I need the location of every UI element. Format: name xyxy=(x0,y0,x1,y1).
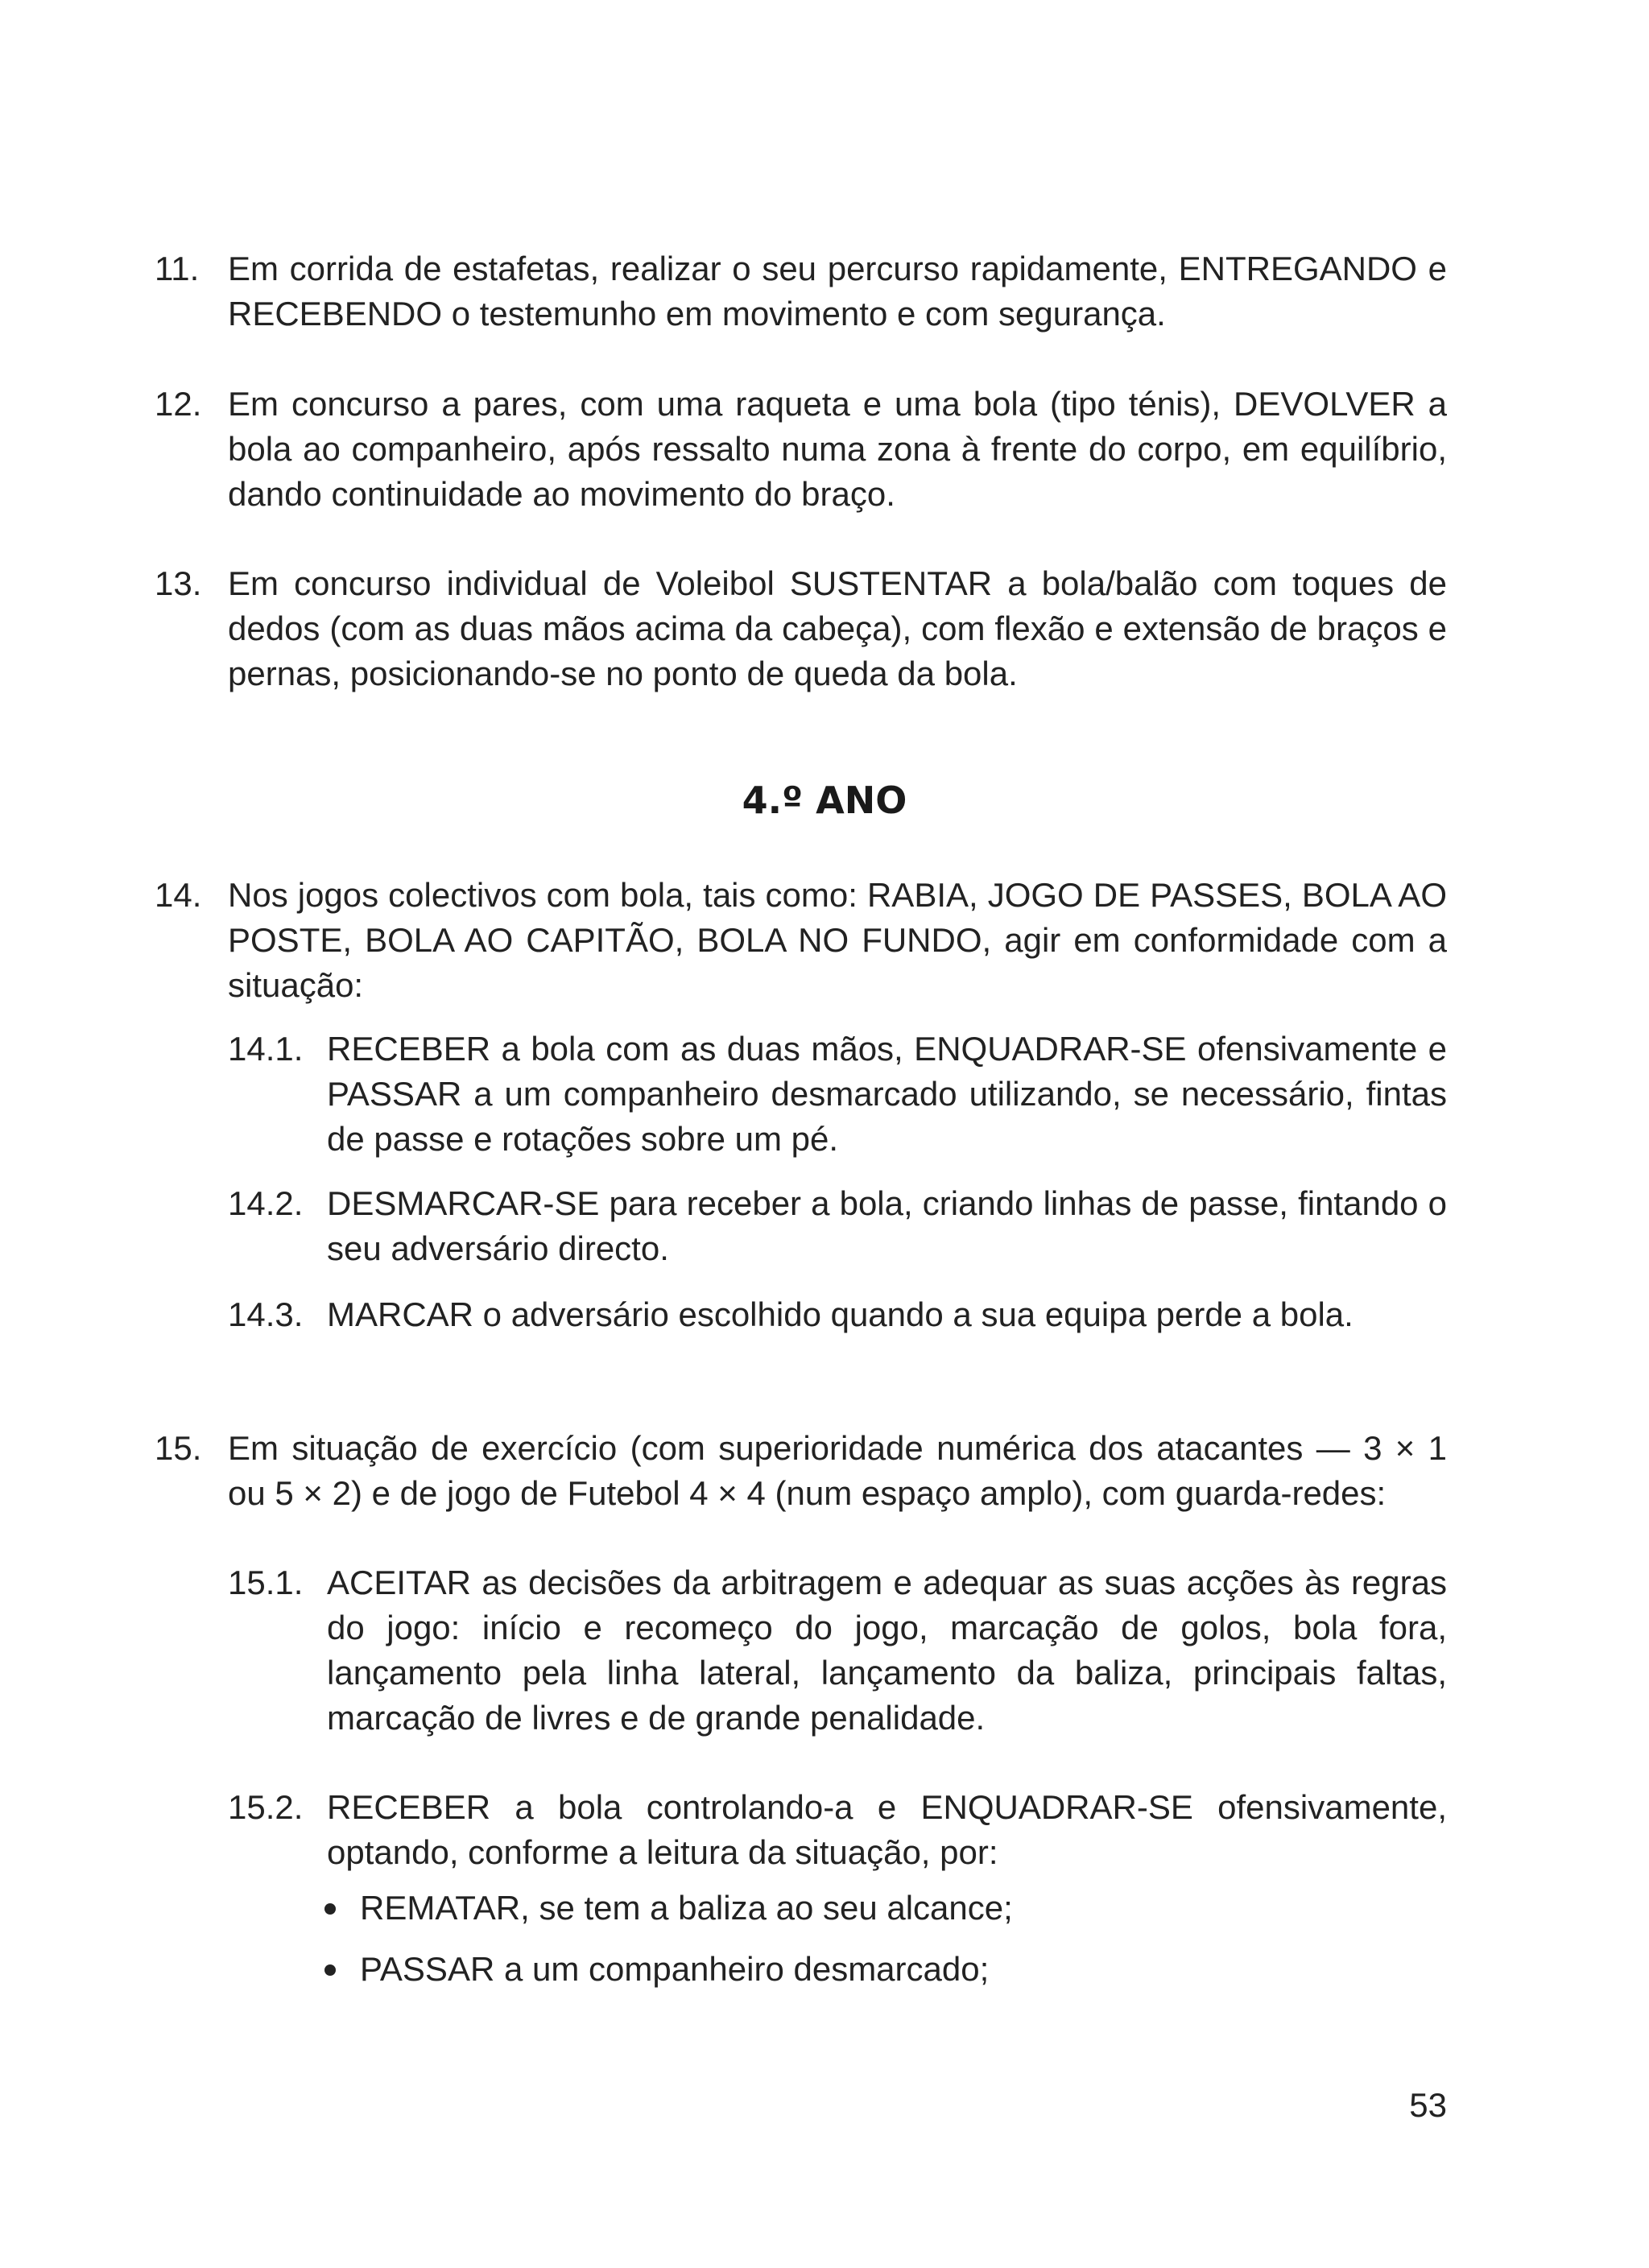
sub-item-number: 14.2. xyxy=(228,1184,304,1222)
bullet-text: PASSAR a um companheiro desmarcado; xyxy=(360,1950,990,1988)
list-item-15 xyxy=(155,1426,1447,1516)
bullet-icon xyxy=(324,1964,336,1976)
list-item-text: Em concurso individual de Voleibol SUSTENTAR a bola/balão com toques de dedos (com as duas mãos acima da cabeça), com flexão e extensão de braços e pernas, posicionando-se no ponto de queda da bola. xyxy=(228,564,1447,692)
sub-item-text: RECEBER a bola controlando-a e ENQUADRAR-SE ofensivamente, optando, conforme a leitura da situação, por: xyxy=(327,1788,1447,1871)
sub-item-14-1 xyxy=(228,1027,1447,1162)
list-item-text: Em situação de exercício (com superioridade numérica dos atacantes — 3 × 1 ou 5 × 2) e de jogo de Futebol 4 × 4 (num espaço amplo), com guarda-redes: xyxy=(228,1429,1447,1512)
list-item-text: Nos jogos colectivos com bola, tais como: RABIA, JOGO DE PASSES, BOLA AO POSTE, BOLA AO CAPITÃO, BOLA NO FUNDO, agir em conformidade com a situação: xyxy=(228,876,1447,1004)
bullet-icon xyxy=(324,1903,336,1915)
sub-item-text: DESMARCAR-SE para receber a bola, criando linhas de passe, fintando o seu adversário directo. xyxy=(327,1184,1447,1267)
list-item-number: 14. xyxy=(155,876,202,914)
bullet-text: REMATAR, se tem a baliza ao seu alcance; xyxy=(360,1889,1013,1927)
sub-item-15-2 xyxy=(228,1785,1447,1875)
list-item-number: 13. xyxy=(155,564,202,602)
bullet-item xyxy=(324,1886,1447,1931)
sub-item-15-1 xyxy=(228,1560,1447,1741)
sub-item-14-2 xyxy=(228,1181,1447,1271)
sub-item-14-3 xyxy=(228,1292,1447,1337)
list-item-13 xyxy=(155,561,1447,696)
sub-item-number: 15.2. xyxy=(228,1788,304,1826)
list-item-11 xyxy=(155,246,1447,337)
sub-item-number: 15.1. xyxy=(228,1564,304,1601)
page-number: 53 xyxy=(1409,2086,1447,2124)
list-item-number: 12. xyxy=(155,385,202,423)
list-item-14 xyxy=(155,873,1447,1008)
list-item-12 xyxy=(155,382,1447,517)
sub-item-text: MARCAR o adversário escolhido quando a sua equipa perde a bola. xyxy=(327,1295,1354,1333)
list-item-text: Em corrida de estafetas, realizar o seu percurso rapidamente, ENTREGANDO e RECEBENDO o testemunho em movimento e com segurança. xyxy=(228,250,1447,333)
sub-item-number: 14.3. xyxy=(228,1295,304,1333)
list-item-number: 15. xyxy=(155,1429,202,1467)
list-item-number: 11. xyxy=(155,250,200,287)
bullet-item xyxy=(324,1947,1447,1992)
sub-item-text: RECEBER a bola com as duas mãos, ENQUADRAR-SE ofensivamente e PASSAR a um companheiro desmarcado utilizando, se necessário, fintas de passe e rotações sobre um pé. xyxy=(327,1030,1447,1158)
list-item-text: Em concurso a pares, com uma raqueta e uma bola (tipo ténis), DEVOLVER a bola ao companheiro, após ressalto numa zona à frente do corpo, em equilíbrio, dando continuidade ao movimento do braço. xyxy=(228,385,1447,513)
sub-item-number: 14.1. xyxy=(228,1030,304,1068)
section-heading: 4.º ANO xyxy=(742,779,907,822)
sub-item-text: ACEITAR as decisões da arbitragem e adequar as suas acções às regras do jogo: início e recomeço do jogo, marcação de golos, bola fora, lançamento pela linha lateral, lançamento da baliza, principais faltas, marcação de livres e de grande penalidade. xyxy=(327,1564,1447,1737)
